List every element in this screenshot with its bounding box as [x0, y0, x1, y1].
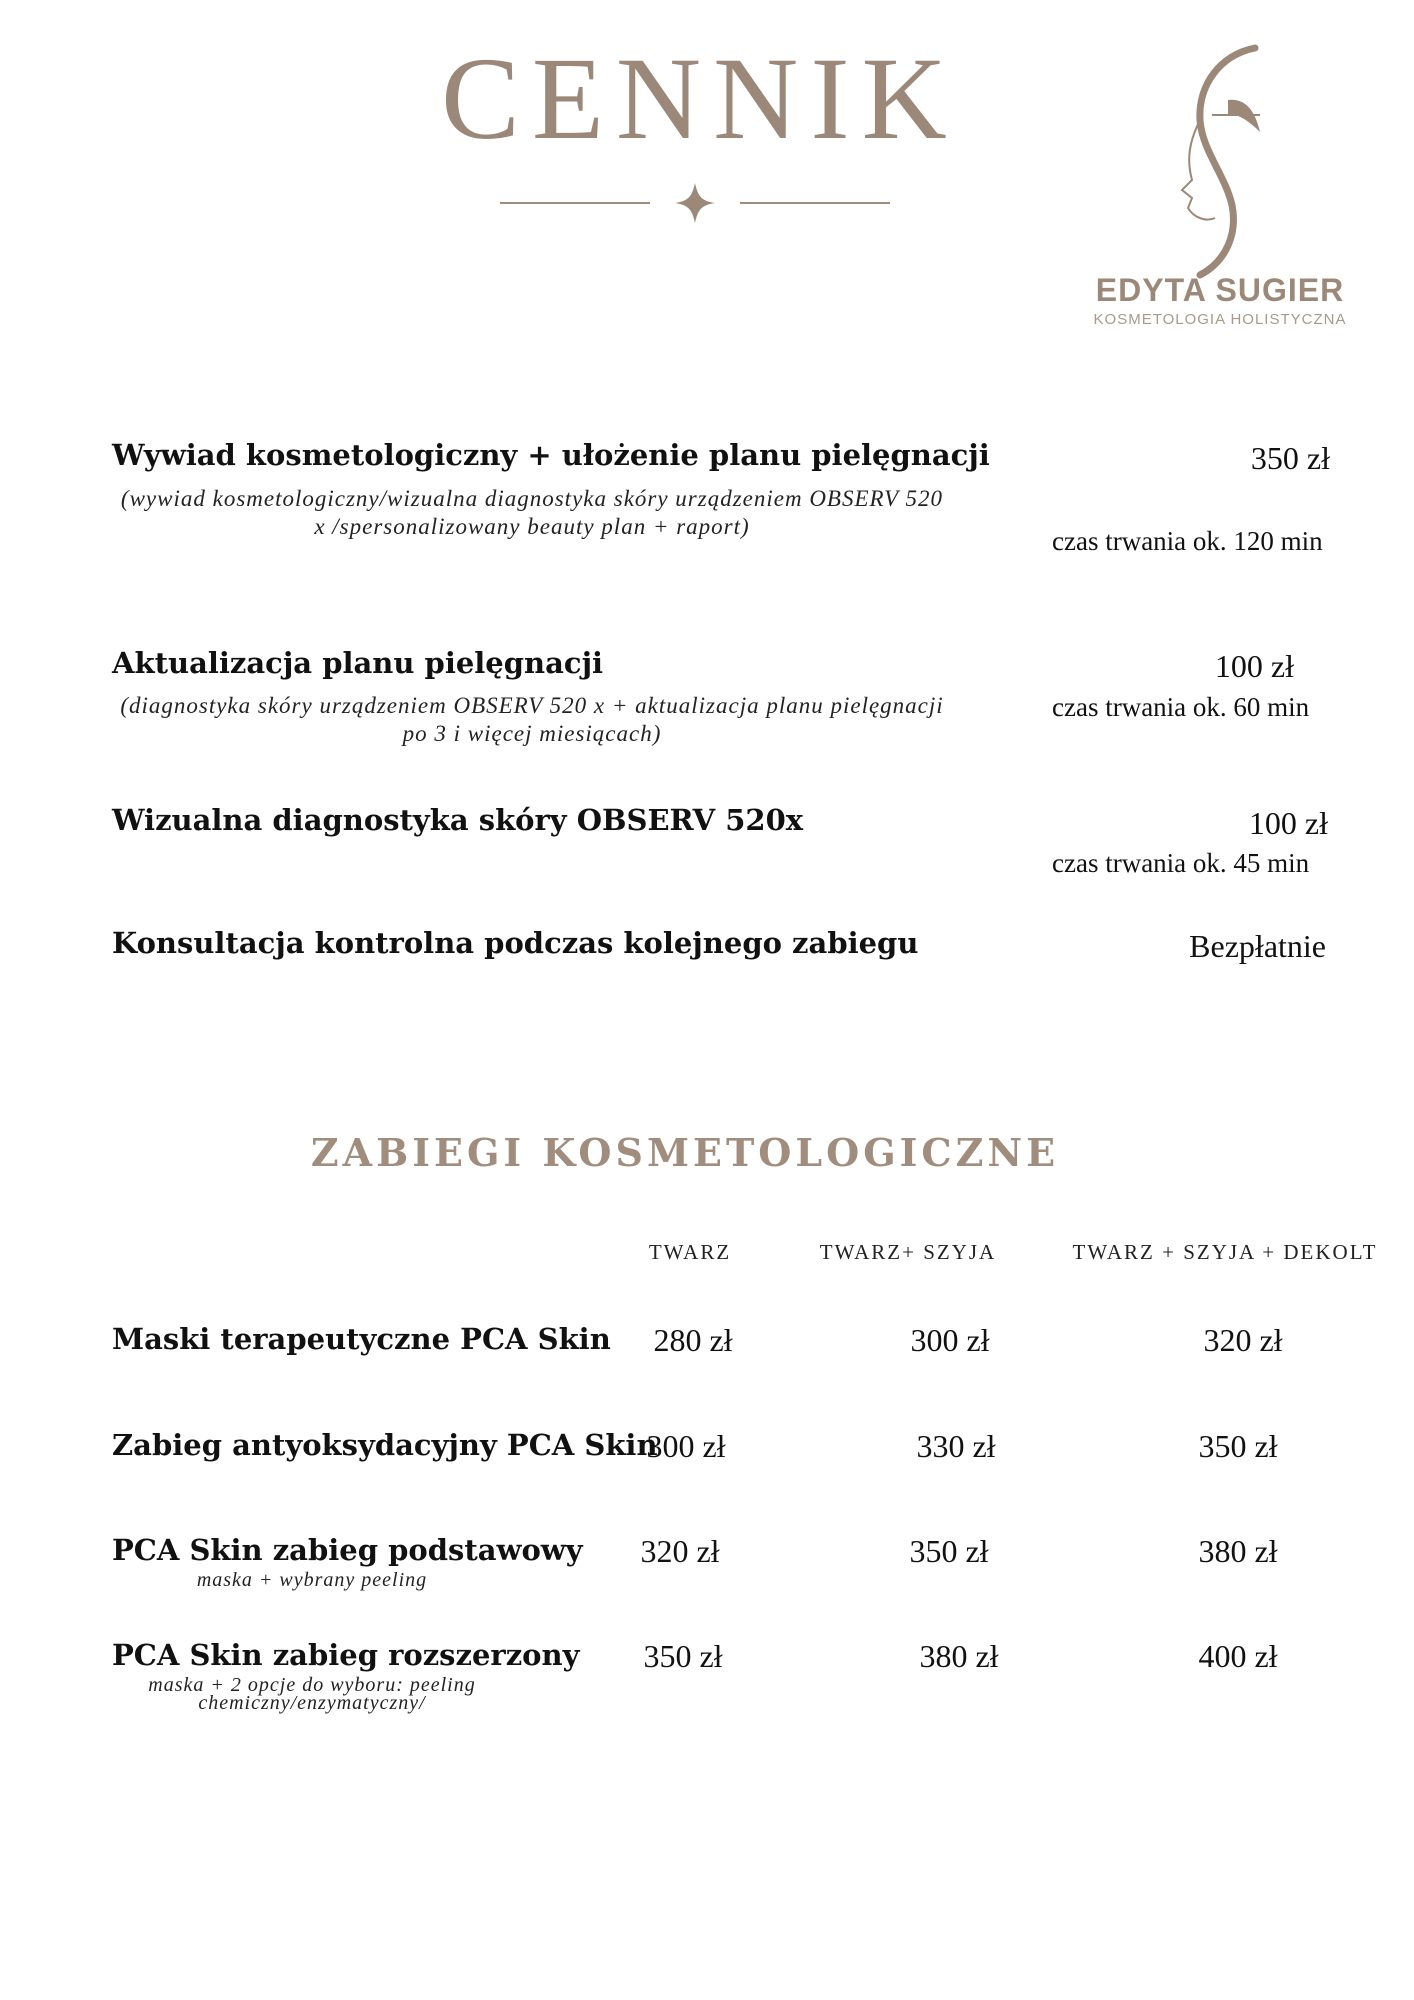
- price-face: 320 zł: [640, 1533, 720, 1569]
- price-face: 300 zł: [646, 1428, 726, 1464]
- price-face-neck-decollete: 400 zł: [1198, 1638, 1278, 1674]
- consultation-duration: czas trwania ok. 120 min: [1052, 526, 1323, 556]
- consultation-name: Wizualna diagnostyka skóry OBSERV 520x: [112, 803, 804, 837]
- column-header-face: TWARZ: [648, 1240, 732, 1264]
- price-face-neck-decollete: 350 zł: [1198, 1428, 1278, 1464]
- column-header-face-neck-decollete: TWARZ + SZYJA + DEKOLT: [1072, 1240, 1378, 1264]
- price-face-neck-decollete: 380 zł: [1198, 1533, 1278, 1569]
- consultation-price: 100 zł: [1248, 805, 1328, 841]
- ornament-divider: [500, 180, 890, 230]
- consultation-name: Aktualizacja planu pielęgnacji: [112, 646, 604, 680]
- logo-name: EDYTA SUGIER: [1095, 272, 1345, 308]
- price-face-neck: 330 zł: [916, 1428, 996, 1464]
- price-face-neck: 380 zł: [919, 1638, 999, 1674]
- consultation-duration: czas trwania ok. 45 min: [1052, 848, 1310, 878]
- price-face-neck: 300 zł: [910, 1322, 990, 1358]
- treatment-note: maska + wybrany peeling: [196, 1569, 428, 1591]
- consultation-duration: czas trwania ok. 60 min: [1052, 692, 1310, 722]
- consultation-name: Konsultacja kontrolna podczas kolejnego zabiegu: [112, 926, 919, 960]
- price-face-neck: 350 zł: [909, 1533, 989, 1569]
- logo-face-icon: [1160, 40, 1270, 280]
- consultation-description: (wywiad kosmetologiczny/wizualna diagnostyka skóry urządzeniem OBSERV 520 x /spersonalizowany beauty plan + raport): [120, 486, 944, 539]
- price-face: 350 zł: [643, 1638, 723, 1674]
- consultation-price: 350 zł: [1250, 440, 1330, 476]
- treatment-name: PCA Skin zabieg rozszerzony: [112, 1638, 580, 1672]
- price-face-neck-decollete: 320 zł: [1203, 1322, 1283, 1358]
- page-title: CENNIK: [441, 33, 959, 164]
- treatment-note: maska + 2 opcje do wyboru: peeling chemiczny/enzymatyczny/: [148, 1674, 476, 1714]
- logo-subtitle: KOSMETOLOGIA HOLISTYCZNA: [1093, 311, 1347, 328]
- consultation-price: 100 zł: [1214, 648, 1294, 684]
- price-face: 280 zł: [653, 1322, 733, 1358]
- consultation-description: (diagnostyka skóry urządzeniem OBSERV 520 x + aktualizacja planu pielęgnacji po 3 i więcej miesiącach): [120, 693, 944, 746]
- section-title: ZABIEGI KOSMETOLOGICZNE: [310, 1130, 1060, 1175]
- treatment-name: Zabieg antyoksydacyjny PCA Skin: [112, 1428, 658, 1462]
- treatment-name: Maski terapeutyczne PCA Skin: [112, 1322, 611, 1356]
- column-header-face-neck: TWARZ+ SZYJA: [819, 1240, 997, 1264]
- consultation-price: Bezpłatnie: [1189, 928, 1326, 964]
- treatment-name: PCA Skin zabieg podstawowy: [112, 1533, 583, 1567]
- consultation-name: Wywiad kosmetologiczny + ułożenie planu pielęgnacji: [112, 438, 990, 472]
